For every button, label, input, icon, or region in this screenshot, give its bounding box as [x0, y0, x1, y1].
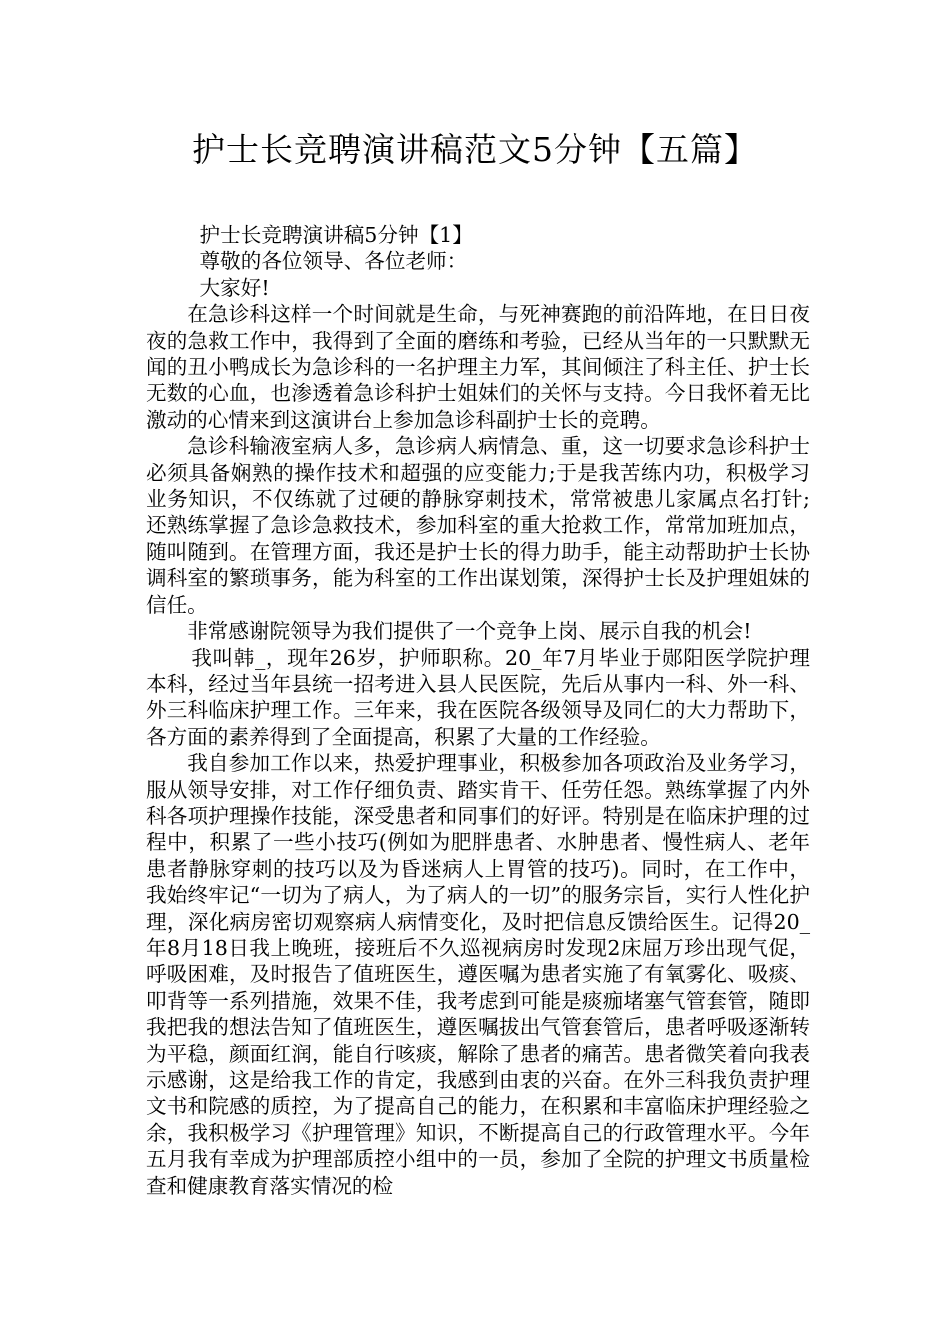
document-title: 护士长竞聘演讲稿范文5分钟【五篇】 — [192, 130, 758, 169]
paragraph-2: 急诊科输液室病人多，急诊病人病情急、重，这一切要求急诊科护士必须具备娴熟的操作技术和超强的应变能力;于是我苦练内功，积极学习业务知识，不仅练就了过硬的静脉穿刺技术，常常被患儿家属点名打针;还熟练掌握了急诊急救技术，参加科室的重大抢救工作，常常加班加点，随叫随到。在管理方面，我还是护士长的得力助手，能主动帮助护士长协调科室的繁琐事务，能为科室的工作出谋划策，深得护士长及护理姐妹的信任。 — [146, 434, 810, 617]
paragraph-3: 非常感谢院领导为我们提供了一个竞争上岗、展示自我的机会! — [187, 619, 752, 644]
section-heading: 护士长竞聘演讲稿5分钟【1】 — [199, 223, 473, 247]
greeting: 大家好! — [199, 275, 270, 300]
paragraph-5: 我自参加工作以来，热爱护理事业，积极参加各项政治及业务学习，服从领导安排，对工作仔细负责、踏实肯干、任劳任怨。熟练掌握了内外科各项护理操作技能，深受患者和同事们的好评。特别是在临床护理的过程中，积累了一些小技巧(例如为肥胖患者、水肿患者、慢性病人、老年患者静脉穿刺的技巧以及为昏迷病人上胃管的技巧)。同时，在工作中，我始终牢记“一切为了病人，为了病人的一切”的服务宗旨，实行人性化护理，深化病房密切观察病人病情变化，及时把信息反馈给医生。记得20_年8月18日我上晚班，接班后不久巡视病房时发现2床屈万珍出现气促，呼吸困难，及时报告了值班医生，遵医嘱为患者实施了有氧雾化、吸痰、叩背等一系列措施，效果不佳，我考虑到可能是痰痂堵塞气管套管，随即我把我的想法告知了值班医生，遵医嘱拔出气管套管后，患者呼吸逐渐转为平稳，颜面红润，能自行咳痰，解除了患者的痛苦。患者微笑着向我表示感谢，这是给我工作的肯定，我感到由衷的兴奋。在外三科我负责护理文书和院感的质控，为了提高自己的能力，在积累和丰富临床护理经验之余，我积极学习《护理管理》知识，不断提高自己的行政管理水平。今年五月我有幸成为护理部质控小组中的一员，参加了全院的护理文书质量检查和健康教育落实情况的检 — [146, 751, 810, 1198]
document-body — [146, 222, 810, 1199]
paragraph-1: 在急诊科这样一个时间就是生命，与死神赛跑的前沿阵地，在日日夜夜的急救工作中，我得到了全面的磨练和考验，已经从当年的一只默默无闻的丑小鸭成长为急诊科的一名护理主力军，其间倾注了科主任、护士长无数的心血，也渗透着急诊科护士姐妹们的关怀与支持。今日我怀着无比激动的心情来到这演讲台上参加急诊科副护士长的竞聘。 — [146, 302, 810, 432]
paragraph-4: 我叫韩_，现年26岁，护师职称。20_年7月毕业于郧阳医学院护理本科，经过当年县统一招考进入县人民医院，先后从事内一科、外一科、外三科临床护理工作。三年来，我在医院各级领导及同仁的大力帮助下，各方面的素养得到了全面提高，积累了大量的工作经验。 — [146, 645, 810, 749]
salutation: 尊敬的各位领导、各位老师： — [199, 249, 468, 274]
